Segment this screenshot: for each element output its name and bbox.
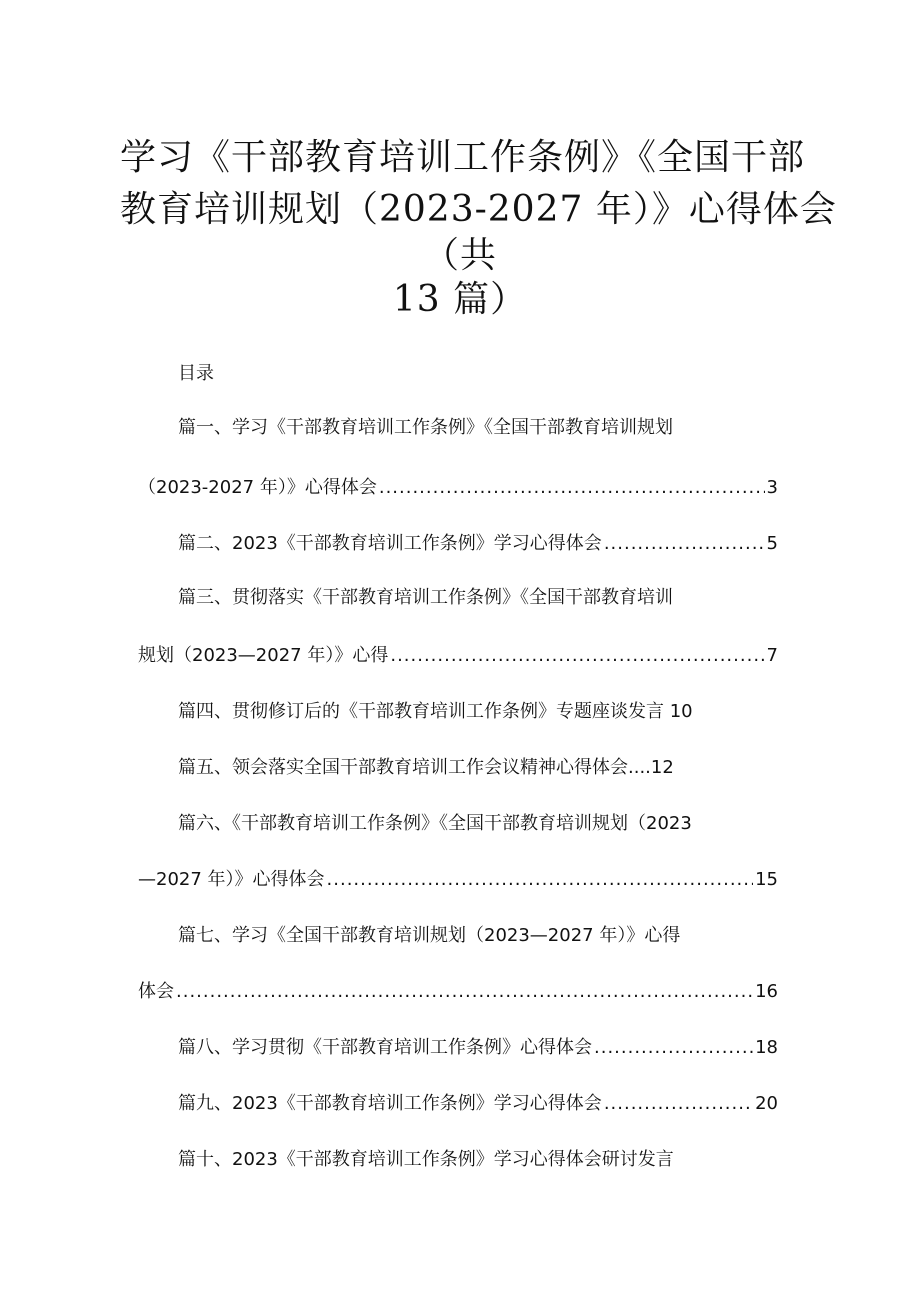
toc-page-number: 18 — [755, 1037, 778, 1058]
dot-leader — [604, 1090, 753, 1118]
dot-leader — [604, 530, 765, 558]
toc-entry-10[interactable] — [178, 1146, 674, 1174]
dot-leader — [176, 978, 753, 1006]
toc-entry-text: 规划（2023—2027 年）》心得 — [138, 645, 389, 666]
document-title-line-3: （共 — [422, 235, 497, 276]
toc-page-number: 16 — [755, 981, 778, 1002]
toc-entry-text: 篇四、贯彻修订后的《干部教育培训工作条例》专题座谈发言 10 — [178, 701, 693, 722]
toc-entry-7-line-2[interactable] — [138, 978, 778, 1006]
document-title-line-1: 学习《干部教育培训工作条例》《全国干部 — [120, 137, 806, 178]
toc-entry-8[interactable] — [178, 1034, 778, 1062]
toc-entry-text: 篇九、2023《干部教育培训工作条例》学习心得体会 — [178, 1093, 602, 1114]
toc-entry-2[interactable] — [178, 530, 778, 558]
toc-entry-9[interactable] — [178, 1090, 778, 1118]
toc-entry-text: 篇三、贯彻落实《干部教育培训工作条例》《全国干部教育培训 — [178, 587, 673, 608]
document-title-line-2: 教育培训规划（2023-2027 年）》心得体会 — [120, 189, 837, 230]
toc-entry-6-line-1[interactable] — [178, 810, 692, 838]
toc-entry-1-line-1[interactable] — [178, 414, 673, 442]
toc-entry-text: 篇二、2023《干部教育培训工作条例》学习心得体会 — [178, 533, 602, 554]
toc-entry-4[interactable] — [178, 698, 693, 726]
toc-entry-text: 篇八、学习贯彻《干部教育培训工作条例》心得体会 — [178, 1037, 592, 1058]
toc-entry-6-line-2[interactable] — [138, 866, 778, 894]
toc-entry-text: 篇六、《干部教育培训工作条例》《全国干部教育培训规划（2023 — [178, 813, 692, 834]
dot-leader — [594, 1034, 753, 1062]
toc-entry-text: 篇五、领会落实全国干部教育培训工作会议精神心得体会....12 — [178, 757, 674, 778]
toc-entry-1-line-2[interactable] — [138, 474, 778, 502]
toc-page-number: 5 — [766, 533, 778, 554]
toc-page-number: 3 — [766, 477, 778, 498]
toc-entry-3-line-1[interactable] — [178, 584, 673, 612]
document-title-line-4: 13 篇） — [392, 279, 528, 320]
toc-entry-3-line-2[interactable] — [138, 642, 778, 670]
dot-leader — [390, 642, 764, 670]
toc-page-number: 7 — [766, 645, 778, 666]
toc-entry-text: 篇一、学习《干部教育培训工作条例》《全国干部教育培训规划 — [178, 417, 673, 438]
toc-entry-text: 体会 — [138, 981, 174, 1002]
toc-page-number: 15 — [755, 869, 778, 890]
toc-entry-text: —2027 年）》心得体会 — [138, 869, 325, 890]
toc-heading: 目录 — [178, 363, 214, 384]
toc-entry-7-line-1[interactable] — [178, 922, 680, 950]
toc-entry-text: （2023-2027 年）》心得体会 — [138, 477, 377, 498]
toc-entry-text: 篇十、2023《干部教育培训工作条例》学习心得体会研讨发言 — [178, 1149, 674, 1170]
toc-entry-5[interactable] — [178, 754, 674, 782]
toc-page-number: 20 — [755, 1093, 778, 1114]
dot-leader — [379, 474, 765, 502]
toc-entry-text: 篇七、学习《全国干部教育培训规划（2023—2027 年）》心得 — [178, 925, 681, 946]
dot-leader — [327, 866, 754, 894]
